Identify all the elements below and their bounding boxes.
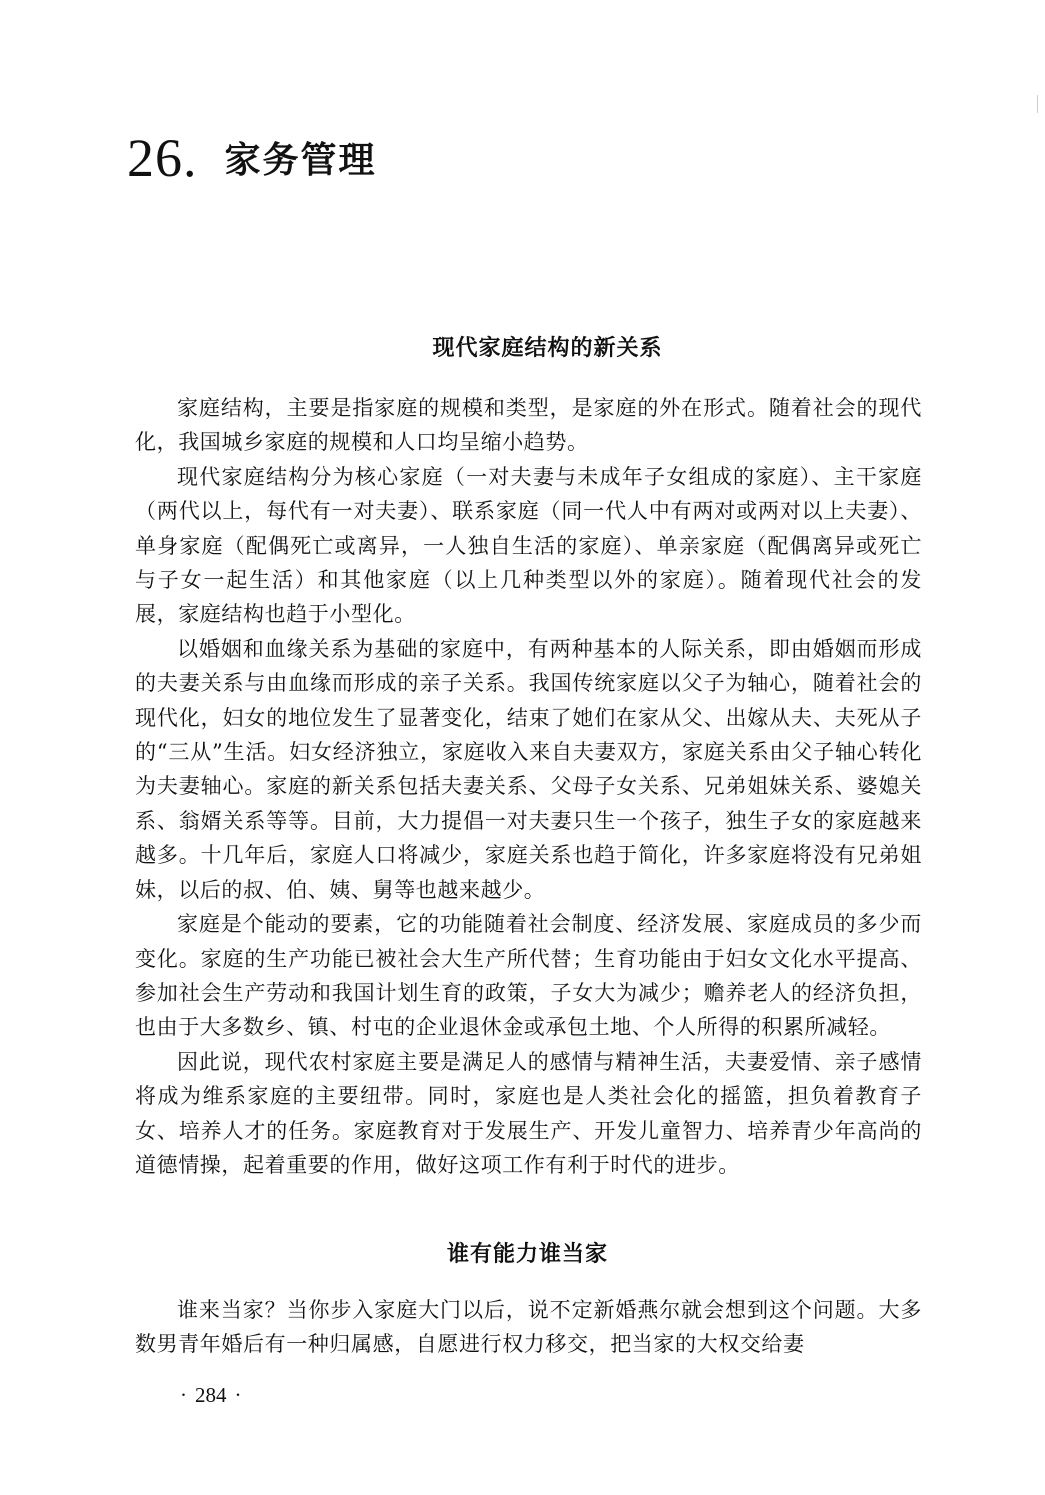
page-number: 284 xyxy=(195,1383,227,1407)
chapter-title: 家务管理 xyxy=(224,140,377,181)
folio-ornament-left: · xyxy=(180,1383,187,1407)
scan-edge-mark xyxy=(1037,95,1038,113)
paragraph: 现代家庭结构分为核心家庭（一对夫妻与未成年子女组成的家庭）、主干家庭（两代以上，每代有一对夫妻）、联系家庭（同一代人中有两对或两对以上夫妻）、单身家庭（配偶死亡或离异，一人独自生活的家庭）、单亲家庭（配偶离异或死亡与子女一起生活）和其他家庭（以上几种类型以外的家庭）。随着现代社会的发展，家庭结构也趋于小型化。 xyxy=(135,464,922,627)
paragraph: 以婚姻和血缘关系为基础的家庭中，有两种基本的人际关系，即由婚姻而形成的夫妻关系与由血缘而形成的亲子关系。我国传统家庭以父子为轴心，随着社会的现代化，妇女的地位发生了显著变化，结束了她们在家从父、出嫁从夫、夫死从子的“三从”生活。妇女经济独立，家庭收入来自夫妻双方，家庭关系由父子轴心转化为夫妻轴心。家庭的新关系包括夫妻关系、父母子女关系、兄弟姐妹关系、婆媳关系、翁婿关系等等。目前，大力提倡一对夫妻只生一个孩子，独生子女的家庭越来越多。十几年后，家庭人口将减少，家庭关系也趋于简化，许多家庭将没有兄弟姐妹，以后的叔、伯、姨、舅等也越来越少。 xyxy=(135,636,922,902)
folio-ornament-right: · xyxy=(234,1383,242,1407)
section-body xyxy=(135,1293,922,1362)
paragraph: 谁来当家？当你步入家庭大门以后，说不定新婚燕尔就会想到这个问题。大多数男青年婚后有一种归属感，自愿进行权力移交，把当家的大权交给妻 xyxy=(135,1298,922,1357)
paragraph: 家庭是个能动的要素，它的功能随着社会制度、经济发展、家庭成员的多少而变化。家庭的生产功能已被社会大生产所代替；生育功能由于妇女文化水平提高、参加社会生产劳动和我国计划生育的政策，子女大为减少；赡养老人的经济负担，也由于大多数乡、镇、村屯的企业退休金或承包土地、个人所得的积累所减轻。 xyxy=(135,912,922,1040)
section-body xyxy=(135,391,922,1182)
chapter-number: 26 xyxy=(127,128,183,188)
paragraph: 家庭结构，主要是指家庭的规模和类型，是家庭的外在形式。随着社会的现代化，我国城乡家庭的规模和人口均呈缩小趋势。 xyxy=(135,396,922,455)
paragraph: 因此说，现代农村家庭主要是满足人的感情与精神生活，夫妻爱情、亲子感情将成为维系家庭的主要纽带。同时，家庭也是人类社会化的摇篮，担负着教育子女、培养人才的任务。家庭教育对于发展生产、开发儿童智力、培养青少年高尚的道德情操，起着重要的作用，做好这项工作有利于时代的进步。 xyxy=(135,1049,922,1177)
section-heading: 谁有能力谁当家 xyxy=(446,1242,608,1267)
page-footer xyxy=(172,1381,250,1409)
chapter-heading xyxy=(127,128,377,191)
section-heading: 现代家庭结构的新关系 xyxy=(432,336,663,361)
chapter-separator: . xyxy=(183,128,197,188)
